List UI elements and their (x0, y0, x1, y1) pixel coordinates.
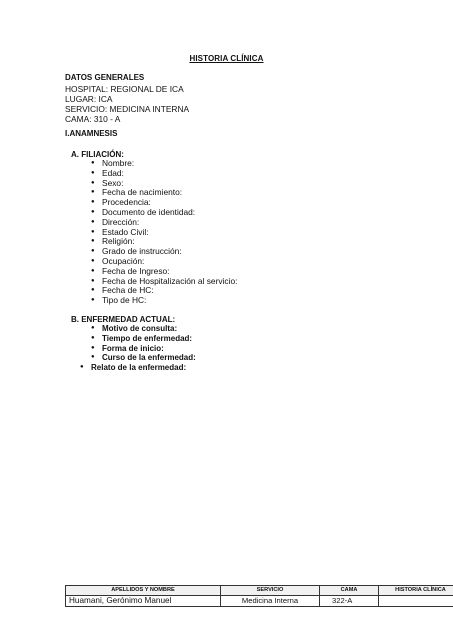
datos-generales-heading: DATOS GENERALES (65, 73, 145, 82)
list-item-label: Fecha de HC: (102, 285, 154, 296)
list-item-label: Sexo: (102, 177, 124, 188)
bullet-icon: ● (91, 334, 95, 341)
bullet-icon: ● (91, 169, 95, 176)
enfermedad-actual-heading: B. ENFERMEDAD ACTUAL: (71, 315, 176, 324)
bullet-icon: ● (91, 218, 95, 225)
filiacion-heading: A. FILIACIÓN: (71, 150, 124, 159)
document-title: HISTORIA CLÍNICA (189, 54, 264, 63)
list-item-label: Forma de inicio: (102, 343, 164, 353)
hospital-line: HOSPITAL: REGIONAL DE ICA (65, 84, 184, 94)
relato-list (80, 363, 186, 373)
bullet-icon: ● (91, 325, 95, 331)
cell-servicio: Medicina Interna (221, 596, 320, 607)
list-item-label: Fecha de nacimiento: (102, 187, 183, 198)
header-cama: CAMA (320, 586, 379, 596)
header-servicio: SERVICIO (221, 586, 320, 596)
bullet-icon: ● (91, 354, 95, 361)
cell-patient-name: Huamani, Gerónimo Manuel (66, 596, 221, 607)
header-historia-clinica: HISTORIA CLÍNICA (379, 586, 453, 596)
list-item-label: Documento de identidad: (102, 206, 196, 217)
bullet-icon: ● (91, 287, 95, 294)
header-apellidos-nombre: APELLIDOS Y NOMBRE (66, 586, 221, 596)
bullet-icon: ● (91, 238, 95, 245)
bullet-icon: ● (91, 189, 95, 196)
list-item-label: Fecha de Ingreso: (102, 265, 170, 276)
anamnesis-heading: I.ANAMNESIS (65, 129, 118, 138)
list-item (91, 296, 237, 306)
list-item-label: Procedencia: (102, 197, 151, 208)
list-item-label: Nombre: (102, 158, 135, 168)
bullet-icon: ● (91, 179, 95, 186)
bullet-icon: ● (91, 248, 95, 255)
bullet-icon: ● (91, 344, 95, 351)
servicio-line: SERVICIO: MEDICINA INTERNA (65, 104, 190, 114)
table-row (66, 596, 453, 607)
list-item-label: Grado de instrucción: (102, 246, 182, 257)
bullet-icon: ● (91, 228, 95, 235)
bullet-icon: ● (91, 199, 95, 206)
relato-label: Relato de la enfermedad: (91, 363, 187, 372)
list-item (80, 363, 186, 373)
table-header-row (66, 586, 453, 596)
list-item-label: Religión: (102, 236, 135, 247)
cell-historia-clinica (379, 596, 453, 607)
bullet-icon: ● (91, 257, 95, 264)
list-item-label: Motivo de consulta: (102, 324, 178, 333)
cama-line: CAMA: 310 - A (65, 114, 121, 124)
lugar-line: LUGAR: ICA (65, 94, 113, 104)
list-item-label: Tipo de HC: (102, 295, 147, 306)
cell-cama: 322-A (320, 596, 379, 607)
list-item (91, 334, 196, 344)
bullet-icon: ● (91, 160, 95, 166)
list-item-label: Fecha de Hospitalización al servicio: (102, 275, 238, 286)
list-item-label: Curso de la enfermedad: (102, 353, 196, 363)
list-item (91, 344, 196, 354)
patient-footer-table (65, 585, 453, 607)
list-item (91, 324, 196, 334)
list-item-label: Tiempo de enfermedad: (102, 333, 193, 343)
list-item (91, 353, 196, 363)
list-item-label: Dirección: (102, 216, 140, 227)
list-item-label: Ocupación: (102, 255, 145, 266)
bullet-icon: ● (91, 267, 95, 274)
bullet-icon: ● (91, 277, 95, 284)
datos-generales-block (65, 84, 189, 124)
filiacion-list (91, 159, 237, 306)
bullet-icon: ● (91, 297, 95, 304)
enfermedad-actual-list (91, 324, 196, 363)
bullet-icon: ● (80, 364, 84, 370)
list-item-label: Estado Civil: (102, 226, 149, 237)
list-item-label: Edad: (102, 167, 124, 178)
bullet-icon: ● (91, 208, 95, 215)
